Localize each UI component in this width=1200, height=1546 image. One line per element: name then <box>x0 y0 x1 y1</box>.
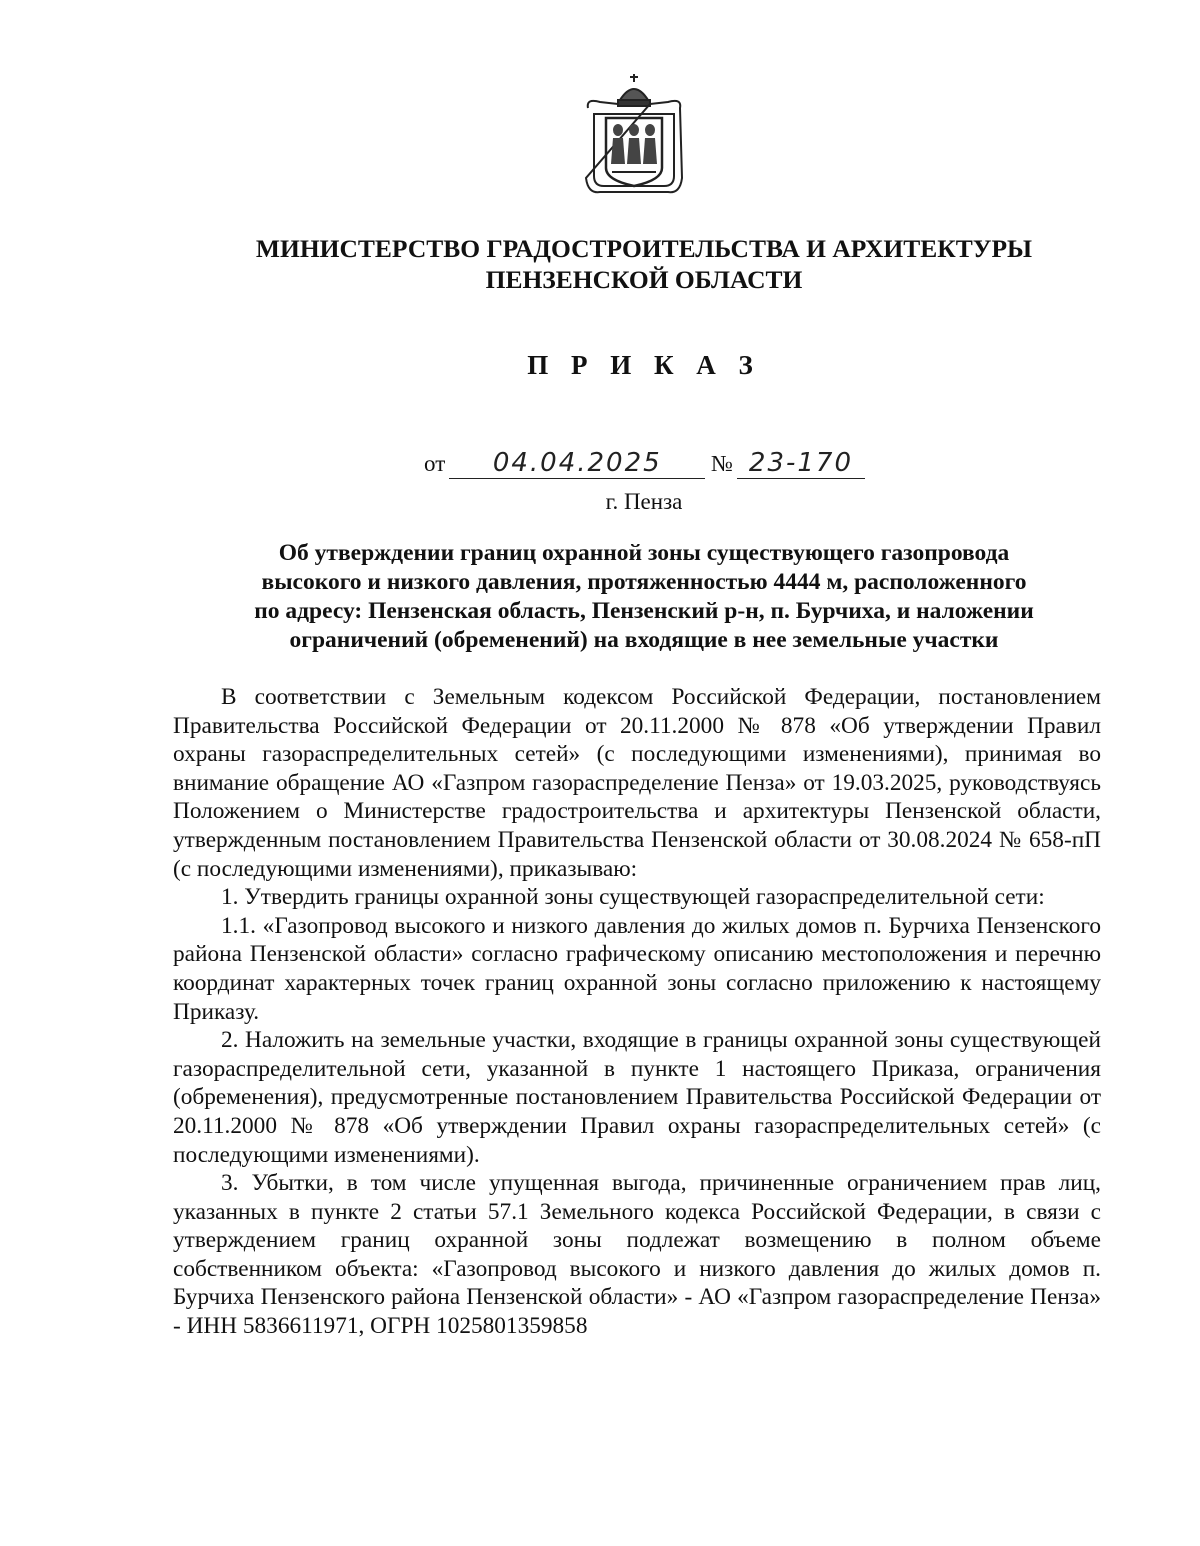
date-prefix: от <box>424 451 446 476</box>
city: г. Пенза <box>605 489 683 514</box>
handwritten-date: 04.04.2025 <box>449 448 705 479</box>
ministry-name-line1: МИНИСТЕРСТВО ГРАДОСТРОИТЕЛЬСТВА И АРХИТЕКТУРЫ <box>255 234 1033 263</box>
subject-line4: ограничений (обременений) на входящие в нее земельные участки <box>289 627 999 653</box>
item-1: 1. Утвердить границы охранной зоны существующей газораспределительной сети: <box>221 884 1045 911</box>
subject-line1: Об утверждении границ охранной зоны существующего газопровода <box>278 540 1010 566</box>
subject-line2: высокого и низкого давления, протяженностью 4444 м, расположенного <box>261 569 1027 595</box>
date-number-line <box>424 448 865 479</box>
order-body <box>173 683 1101 1341</box>
document-type-title: П Р И К А З <box>527 350 761 380</box>
item-2: 2. Наложить на земельные участки, входящие в границы охранной зоны существующей газораспределительной сети, указанной в пункте 1 настоящего Приказа, ограничения (обременения), предусмотренные постановлением Правительства Российской Федерации от 20.11.2000 № 878 «Об утверждении Правил охраны газораспределительных сетей» (с последующими изменениями). <box>173 1027 1101 1168</box>
coat-of-arms-icon <box>580 68 688 208</box>
subject-line3: по адресу: Пензенская область, Пензенский р-н, п. Бурчиха, и наложении <box>254 598 1034 624</box>
intro-paragraph: В соответствии с Земельным кодексом Российской Федерации, постановлением Правительства Российской Федерации от 20.11.2000 № 878 «Об утверждении Правил охраны газораспределительных сетей» (с последующими изменениями), принимая во внимание обращение АО «Газпром газораспределение Пенза» от 19.03.2025, руководствуясь Положением о Министерстве градостроительства и архитектуры Пензенской области, утвержденным постановлением Правительства Пензенской области от 30.08.2024 № 658-пП (с последующими изменениями), приказываю: <box>173 684 1101 882</box>
item-1-1: 1.1. «Газопровод высокого и низкого давления до жилых домов п. Бурчиха Пензенского района Пензенской области» согласно графическому описанию местоположения и перечню координат характерных точек границ охранной зоны согласно приложению к настоящему Приказу. <box>173 912 1101 1025</box>
ministry-name-line2: ПЕНЗЕНСКОЙ ОБЛАСТИ <box>485 265 803 294</box>
ministry-name <box>150 233 1138 295</box>
item-3: 3. Убытки, в том числе упущенная выгода, причиненные ограничением прав лиц, указанных в пункте 2 статьи 57.1 Земельного кодекса Российской Федерации, в связи с утверждением границ охранной зоны подлежат возмещению в полном объеме собственником объекта: «Газопровод высокого и низкого давления до жилых домов п. Бурчиха Пензенского района Пензенской области» - АО «Газпром газораспределение Пенза» - ИНН 5836611971, ОГРН 1025801359858 <box>173 1170 1101 1340</box>
order-subject <box>150 539 1138 655</box>
number-prefix: № <box>711 451 733 476</box>
handwritten-number: 23-170 <box>737 448 865 479</box>
